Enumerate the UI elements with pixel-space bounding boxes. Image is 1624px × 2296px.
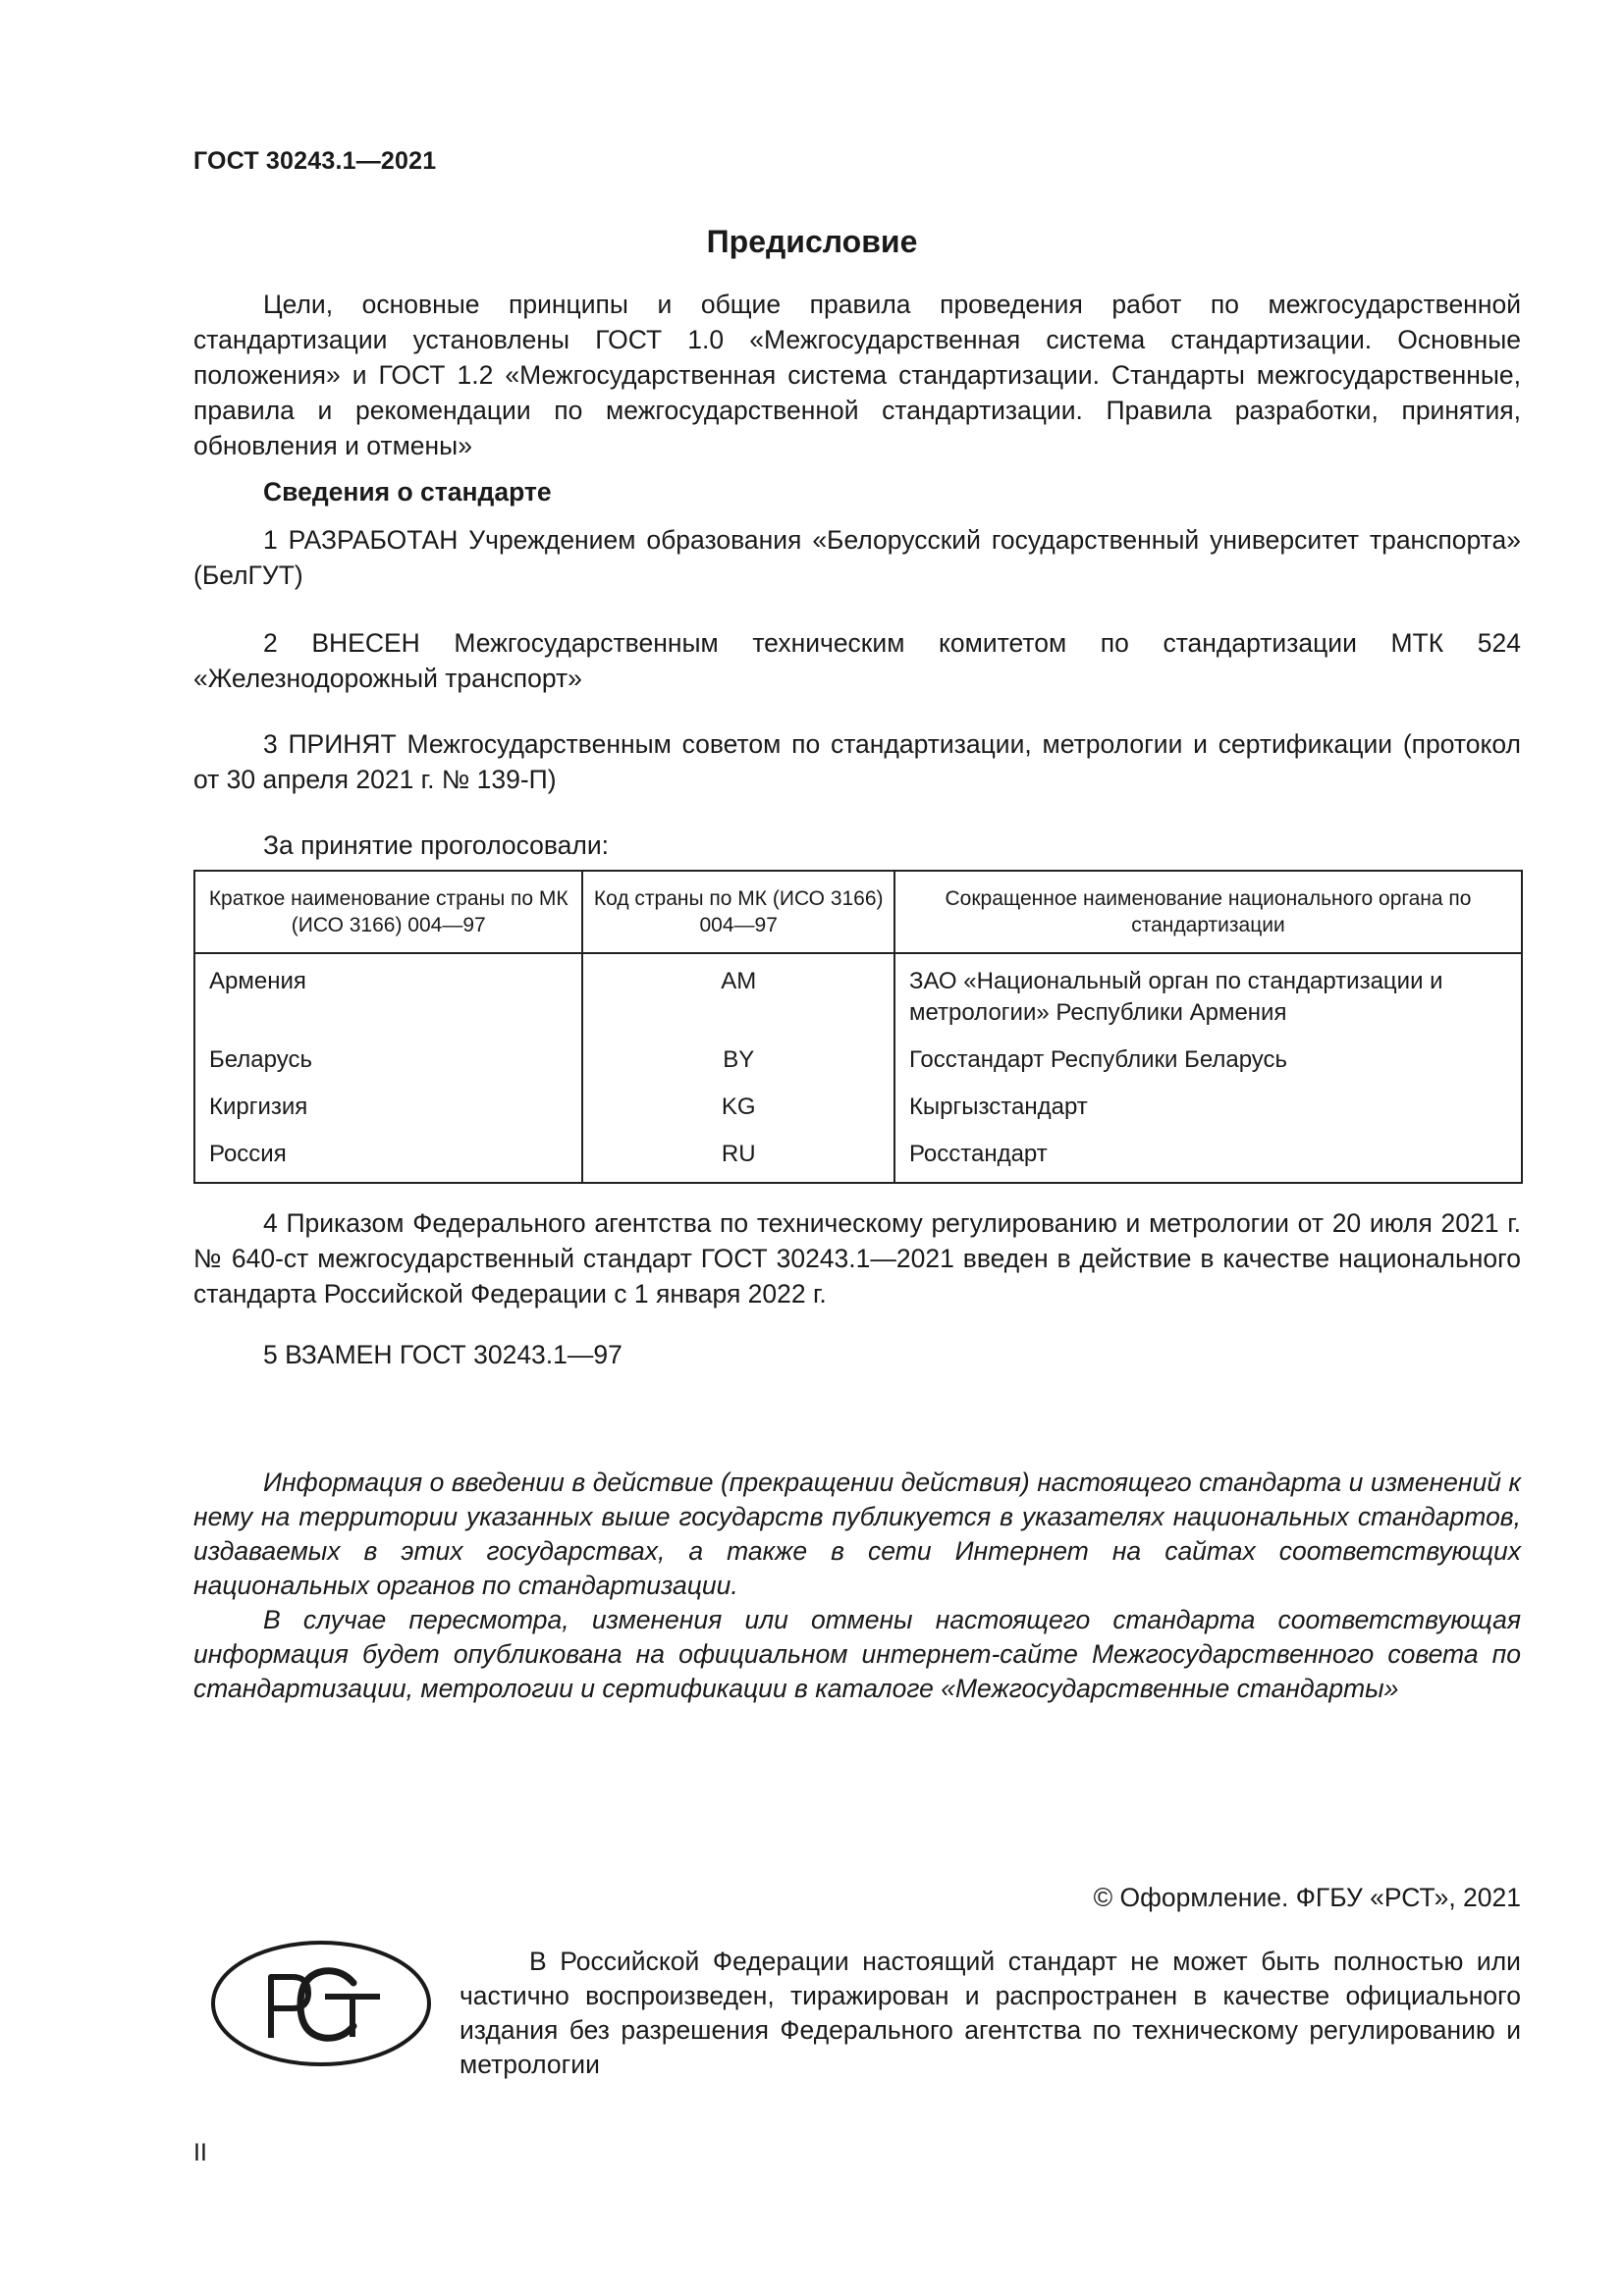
intro-text: Цели, основные принципы и общие правила проведения работ по межгосударственной стандартизации установлены ГОСТ 1.0 «Межгосударственная система стандартизации. Основные положения» и ГОСТ 1.2 «Межгосударственная система стандартизации. Стандарты межгосударственные, правила и рекомендации по межгосударственной стандартизации. Правила разработки, принятия, обновления и отмены» — [193, 290, 1521, 460]
cell-code: RU — [582, 1131, 893, 1183]
implementation-info-paragraph: Информация о введении в действие (прекращении действия) настоящего стандарта и изменений к нему на территории указанных выше государств публикуется в указателях национальных стандартов, издаваемых в этих государствах, а также в сети Интернет на сайтах соответствующих национальных органов по стандартизации. — [193, 1468, 1521, 1600]
cell-code: AM — [582, 953, 893, 1037]
table-row — [194, 1084, 1522, 1131]
table-row — [194, 953, 1522, 1037]
rst-logo-icon — [210, 1940, 432, 2067]
revision-info-paragraph: В случае пересмотра, изменения или отмены настоящего стандарта соответствующая информация будет опубликована на официальном интернет-сайте Межгосударственного совета по стандартизации, метрологии и сертификации в каталоге «Межгосударственные стандарты» — [193, 1605, 1521, 1703]
item-1 — [193, 522, 1521, 593]
table-row — [194, 1131, 1522, 1183]
reproduction-notice-text: В Российской Федерации настоящий стандарт не может быть полностью или частично воспроизведен, тиражирован и распространен в качестве официального издания без разрешения Федерального агентства по техническому регулированию и метрологии — [460, 1947, 1521, 2079]
document-code-header: ГОСТ 30243.1—2021 — [193, 147, 437, 175]
table-header-row — [194, 871, 1522, 953]
item-1-text: 1 РАЗРАБОТАН Учреждением образования «Белорусский государственный университет транспорта» (БелГУТ) — [193, 525, 1521, 590]
column-header-code: Код страны по МК (ИСО 3166) 004—97 — [582, 871, 893, 953]
cell-country: Россия — [194, 1131, 582, 1183]
cell-body: Росстандарт — [894, 1131, 1522, 1183]
item-2-text: 2 ВНЕСЕН Межгосударственным техническим комитетом по стандартизации МТК 524 «Железнодорожный транспорт» — [193, 628, 1521, 693]
voting-table — [193, 870, 1523, 1184]
item-2 — [193, 625, 1521, 696]
reproduction-notice — [460, 1945, 1521, 2082]
item-5: 5 ВЗАМЕН ГОСТ 30243.1—97 — [263, 1340, 623, 1369]
column-header-country: Краткое наименование страны по МК (ИСО 3166) 004—97 — [194, 871, 582, 953]
cell-body: Госстандарт Республики Беларусь — [894, 1037, 1522, 1084]
cell-country: Киргизия — [194, 1084, 582, 1131]
cell-body: ЗАО «Национальный орган по стандартизации и метрологии» Республики Армения — [894, 953, 1522, 1037]
copyright-notice: © Оформление. ФГБУ «РСТ», 2021 — [1093, 1883, 1521, 1912]
cell-country: Армения — [194, 953, 582, 1037]
table-row — [194, 1037, 1522, 1084]
voting-label: За принятие проголосовали: — [263, 830, 610, 860]
page-title: Предисловие — [706, 224, 918, 259]
standard-info-heading: Сведения о стандарте — [263, 477, 552, 507]
cell-code: KG — [582, 1084, 893, 1131]
implementation-info — [193, 1466, 1521, 1706]
page-number: II — [193, 2139, 207, 2166]
cell-body: Кыргызстандарт — [894, 1084, 1522, 1131]
intro-paragraph — [193, 287, 1521, 463]
item-4-text: 4 Приказом Федерального агентства по техническому регулированию и метрологии от 20 июля 2021 г. № 640-ст межгосударственный стандарт ГОСТ 30243.1—2021 введен в действие в качестве национального стандарта Российской Федерации с 1 января 2022 г. — [193, 1208, 1521, 1308]
cell-country: Беларусь — [194, 1037, 582, 1084]
item-4 — [193, 1205, 1521, 1311]
cell-code: BY — [582, 1037, 893, 1084]
column-header-body: Сокращенное наименование национального органа по стандартизации — [894, 871, 1522, 953]
item-3-text: 3 ПРИНЯТ Межгосударственным советом по стандартизации, метрологии и сертификации (протокол от 30 апреля 2021 г. № 139-П) — [193, 729, 1521, 794]
item-3 — [193, 726, 1521, 797]
